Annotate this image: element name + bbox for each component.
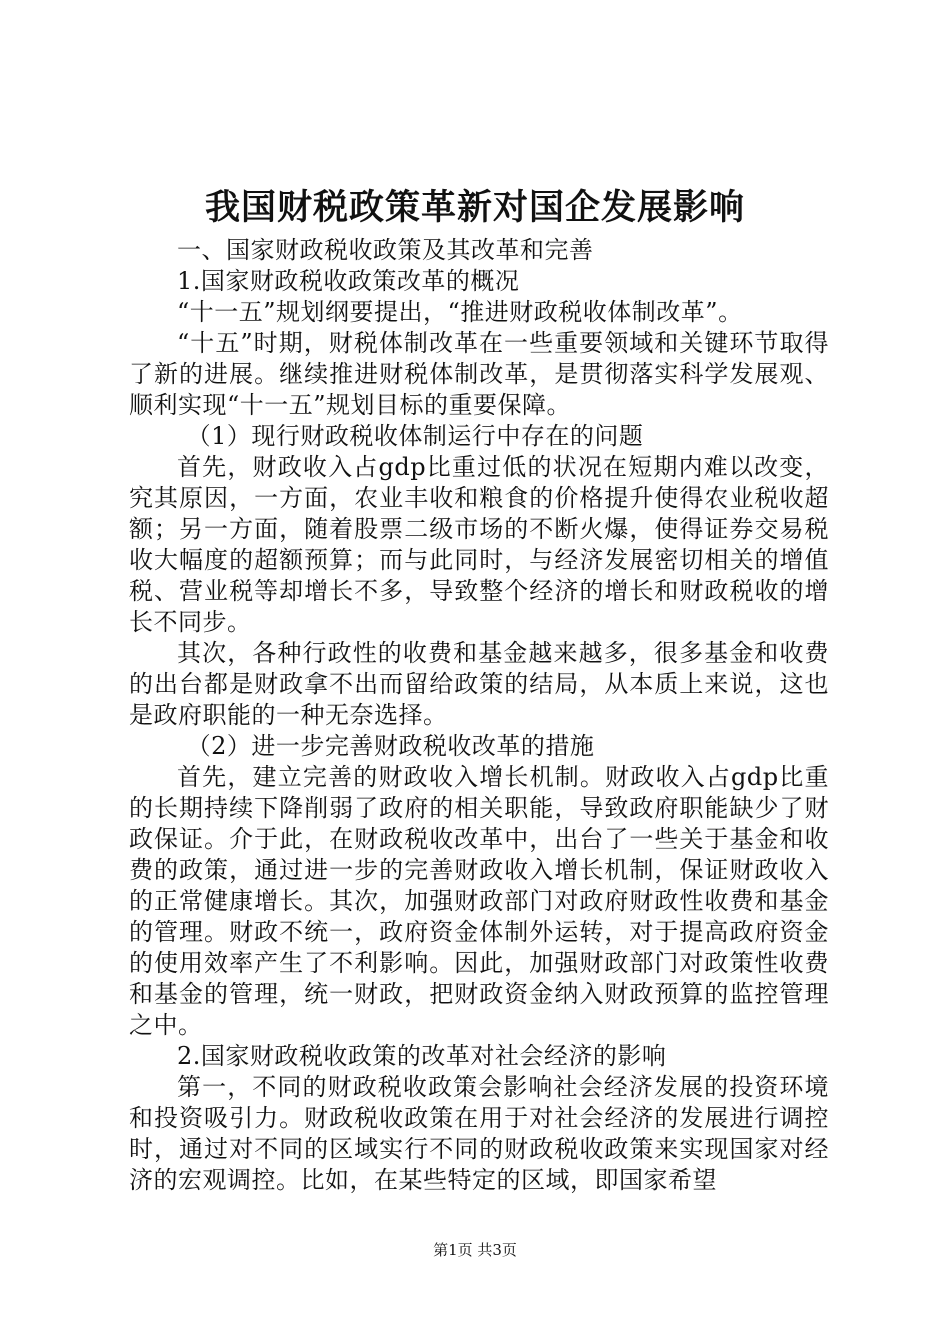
paragraph: 首先，建立完善的财政收入增长机制。财政收入占gdp比重的长期持续下降削弱了政府的相关职能，导致政府职能缺少了财政保证。介于此，在财政税收改革中，出台了一些关于基金和收费的政策，通过进一步的完善财政收入增长机制，保证财政收入的正常健康增长。其次，加强财政部门对政府财政性收费和基金的管理。财政不统一，政府资金体制外运转，对于提高政府资金的使用效率产生了不利影响。因此，加强财政部门对政策性收费和基金的管理，统一财政，把财政资金纳入财政预算的监控管理之中。 bbox=[129, 763, 829, 1039]
paragraph: “十一五”规划纲要提出，“推进财政税收体制改革”。 bbox=[177, 298, 743, 326]
paragraph: “十五”时期，财税体制改革在一些重要领域和关键环节取得了新的进展。继续推进财税体制改革，是贯彻落实科学发展观、顺利实现“十一五”规划目标的重要保障。 bbox=[129, 329, 829, 419]
document-body bbox=[129, 235, 829, 1196]
paragraph: 第一，不同的财政税收政策会影响社会经济发展的投资环境和投资吸引力。财政税收政策在用于对社会经济的发展进行调控时，通过对不同的区域实行不同的财政税收政策来实现国家对经济的宏观调控。比如，在某些特定的区域，即国家希望 bbox=[129, 1073, 829, 1194]
document-title: 我国财税政策革新对国企发展影响 bbox=[204, 187, 745, 228]
page-footer: 第1页 共3页 bbox=[433, 1241, 517, 1259]
paragraph: 首先，财政收入占gdp比重过低的状况在短期内难以改变，究其原因，一方面，农业丰收和粮食的价格提升使得农业税收超额；另一方面，随着股票二级市场的不断火爆，使得证券交易税收大幅度的超额预算；而与此同时，与经济发展密切相关的增值税、营业税等却增长不多，导致整个经济的增长和财政税收的增长不同步。 bbox=[129, 453, 829, 636]
subsection-heading: 2.国家财政税收政策的改革对社会经济的影响 bbox=[177, 1042, 667, 1070]
subsection-heading: （1）现行财政税收体制运行中存在的问题 bbox=[186, 422, 644, 450]
paragraph: 其次，各种行政性的收费和基金越来越多，很多基金和收费的出台都是财政拿不出而留给政策的结局，从本质上来说，这也是政府职能的一种无奈选择。 bbox=[129, 639, 829, 729]
subsection-heading: 1.国家财政税收政策改革的概况 bbox=[177, 267, 520, 295]
section-heading: 一、国家财政税收政策及其改革和完善 bbox=[177, 236, 594, 264]
subsection-heading: （2）进一步完善财政税收改革的措施 bbox=[186, 732, 595, 760]
